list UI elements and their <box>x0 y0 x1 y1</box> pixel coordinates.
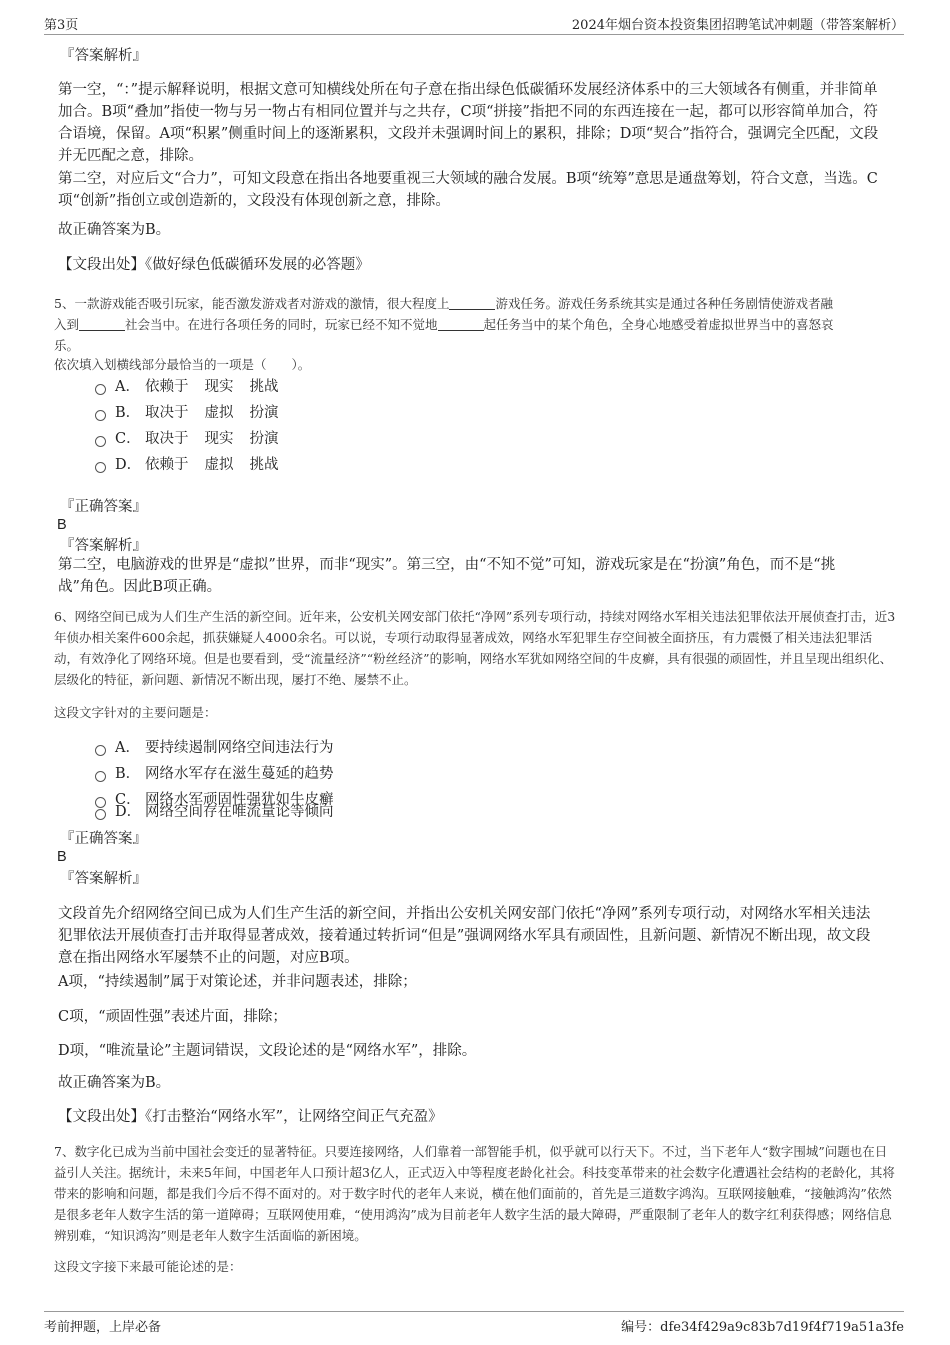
q6-analysis-p3: C项，“顽固性强”表述片面，排除； <box>58 1009 287 1025</box>
q6-analysis-p2: A项，“持续遏制”属于对策论述，并非问题表述，排除； <box>58 974 417 990</box>
q5-option-b[interactable]: B． 取决于 虚拟 扮演 <box>95 403 295 423</box>
radio-icon[interactable] <box>95 745 106 756</box>
radio-icon[interactable] <box>95 410 106 421</box>
radio-icon[interactable] <box>95 809 106 820</box>
q5-analysis-title: 『答案解析』 <box>60 538 147 554</box>
q5-answer-title: 『正确答案』 <box>60 499 147 515</box>
q6-analysis-p4: D项，“唯流量论”主题词错误，文段论述的是“网络水军”，排除。 <box>58 1043 477 1059</box>
q5-analysis: 第二空，电脑游戏的世界是“虚拟”世界，而非“现实”。第三空，由“不知不觉”可知，游戏玩家是在“扮演”角色，而不是“挑战”角色。因此B项正确。 <box>58 557 836 595</box>
q5-option-d[interactable]: D． 依赖于 虚拟 挑战 <box>95 455 295 475</box>
q6-prompt: 这段文字针对的主要问题是： <box>54 705 217 720</box>
q5-question: 5、一款游戏能否吸引玩家，能否激发游戏者对游戏的激情，很大程度上 游戏任务。游戏任务系统其实是通过各种任务剧情使游戏者融 入到 社会当中。在进行各项任务的同时，玩家已经不知不觉地 起任务当中的某个角色，全身心地感受着虚拟世界当中的喜怒哀 乐。 <box>54 296 834 353</box>
q5-answer: B <box>57 517 67 533</box>
radio-icon[interactable] <box>95 462 106 473</box>
radio-icon[interactable] <box>95 436 106 447</box>
blank-2 <box>79 316 125 331</box>
radio-icon[interactable] <box>95 771 106 782</box>
q6-option-d[interactable]: D． 网络空间存在唯流量论等倾向 <box>95 802 334 822</box>
page-header <box>44 14 904 35</box>
q6-question: 6、网络空间已成为人们生产生活的新空间。近年来，公安机关网安部门依托“净网”系列专项行动，持续对网络水军相关违法犯罪依法开展侦查打击，近3年侦办相关案件600余起，抓获嫌疑人4000余名。可以说，专项行动取得显著成效，网络水军犯罪生存空间被全面挤压，有力震慑了相关违法犯罪活动，有效净化了网络环境。但是也要看到，受“流量经济”“粉丝经济”的影响，网络水军犹如网络空间的牛皮癣，具有很强的顽固性，并且呈现出组织化、层级化的特征，新问题、新情况不断出现，屡打不绝、屡禁不止。 <box>54 609 896 687</box>
blank-1 <box>449 295 495 310</box>
q6-analysis-p1: 文段首先介绍网络空间已成为人们生产生活的新空间，并指出公安机关网安部门依托“净网”系列专项行动，对网络水军相关违法犯罪依法开展侦查打击并取得显著成效，接着通过转折词“但是”强调网络水军具有顽固性，且新问题、新情况不断出现，故文段意在指出网络水军屡禁不止的问题，对应B项。 <box>58 906 871 966</box>
q4-analysis-p1: 第一空，“：”提示解释说明，根据文意可知横线处所在句子意在指出绿色低碳循环发展经济体系中的三大领域各有侧重，并非简单加合。B项“叠加”指使一物与另一物占有相同位置并与之共存，C项“拼接”指把不同的东西连接在一起，都可以形容简单加合，符合语境，保留。A项“积累”侧重时间上的逐渐累积，文段并未强调时间上的累积，排除；D项“契合”指符合，强调完全匹配，文段并无匹配之意，排除。 <box>58 82 879 164</box>
q6-option-b[interactable]: B． 网络水军存在滋生蔓延的趋势 <box>95 764 334 784</box>
document-title: 2024年烟台资本投资集团招聘笔试冲刺题（带答案解析） <box>571 18 904 33</box>
q6-option-a[interactable]: A． 要持续遏制网络空间违法行为 <box>95 738 334 758</box>
q6-source: 【文段出处】《打击整治“网络水军”，让网络空间正气充盈》 <box>58 1109 443 1125</box>
q7-prompt: 这段文字接下来最可能论述的是： <box>54 1259 242 1274</box>
page-number: 第3页 <box>44 18 79 33</box>
q4-answer-line: 故正确答案为B。 <box>58 222 171 238</box>
radio-icon[interactable] <box>95 384 106 395</box>
q5-option-c[interactable]: C． 取决于 现实 扮演 <box>95 429 295 449</box>
q4-source: 【文段出处】《做好绿色低碳循环发展的必答题》 <box>58 257 370 273</box>
blank-3 <box>438 316 484 331</box>
document-id: 编号：dfe34f429a9c83b7d19f4f719a51a3fe <box>621 1320 904 1335</box>
q6-answer: B <box>57 849 67 865</box>
q4-analysis-title: 『答案解析』 <box>60 48 147 64</box>
q6-analysis-title: 『答案解析』 <box>60 871 147 887</box>
q6-answer-title: 『正确答案』 <box>60 831 147 847</box>
q7-question: 7、数字化已成为当前中国社会变迁的显著特征。只要连接网络，人们靠着一部智能手机，似乎就可以行天下。不过，当下老年人“数字围城”问题也在日益引人关注。据统计，未来5年间，中国老年人口预计超3亿人，正式迈入中等程度老龄化社会。科技变革带来的社会数字化遭遇社会结构的老龄化，其将带来的影响和问题，都是我们今后不得不面对的。对于数字时代的老年人来说，横在他们面前的，首先是三道数字鸿沟。互联网接触难，“接触鸿沟”依然是很多老年人数字生活的第一道障碍；互联网使用难，“使用鸿沟”成为目前老年人数字生活的最大障碍，严重限制了老年人的数字红利获得感；网络信息辨别难，“知识鸿沟”则是老年人数字生活面临的新困境。 <box>54 1144 895 1243</box>
page-footer <box>44 1311 904 1335</box>
q5-prompt: 依次填入划横线部分最恰当的一项是（ ）。 <box>54 357 311 372</box>
q6-answer-line: 故正确答案为B。 <box>58 1075 171 1091</box>
footer-slogan: 考前押题，上岸必备 <box>44 1320 162 1335</box>
q5-option-a[interactable]: A． 依赖于 现实 挑战 <box>95 377 295 397</box>
q6-option-c[interactable]: C． 网络水军顽固性强犹如牛皮癣 <box>95 790 334 810</box>
q4-analysis-p2: 第二空，对应后文“合力”，可知文段意在指出各地要重视三大领域的融合发展。B项“统筹”意思是通盘筹划，符合文意，当选。C项“创新”指创立或创造新的，文段没有体现创新之意，排除。 <box>58 171 878 209</box>
